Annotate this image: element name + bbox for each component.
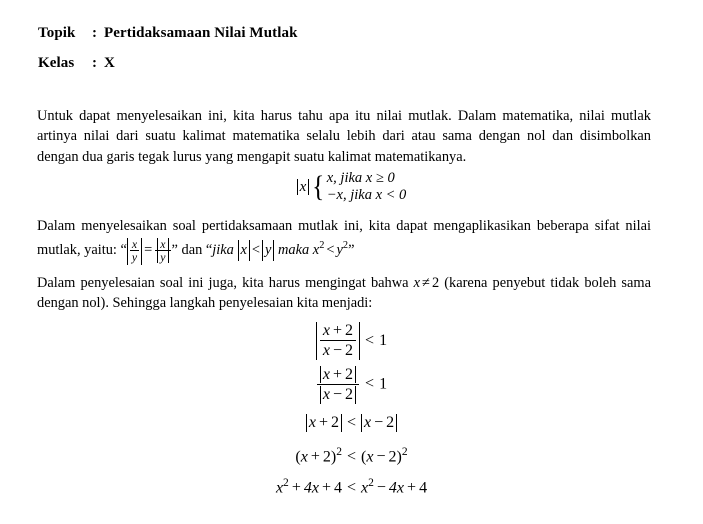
eq1-rhs: 1 (379, 331, 388, 349)
eq1-num-const: 2 (345, 322, 354, 339)
sifat1-lhs-denominator: y (131, 250, 138, 265)
equation-step-1 (0, 322, 703, 360)
eq4-right-paren-close: ) (396, 448, 402, 466)
equation-step-4 (0, 446, 703, 466)
paragraph-definition: Untuk dapat menyelesaikan ini, kita harus tahu apa itu nilai mutlak. Dalam matematika, nilai mutlak artinya nilai dari suatu kalimat matematika selalu lebih dari atau sama dengan nol dan disimbolkan dengan dua garis tegak lurus yang mengapit suatu kalimat matematikanya. (37, 108, 651, 165)
paragraph-constraint (37, 273, 651, 314)
eq3-left-var: x (308, 414, 316, 431)
sifat1-lhs-fraction (130, 238, 139, 263)
class-value: X (104, 55, 115, 71)
sifat1-rhs-den-abs: y (157, 251, 168, 263)
eq4-left-var: x (300, 448, 308, 466)
paragraph-properties (37, 216, 651, 265)
class-label: Kelas (38, 55, 75, 71)
eq3-right-op: − (374, 414, 384, 431)
sifat2-lt-2: < (326, 242, 335, 259)
sifat2-abs-x: x (238, 240, 250, 260)
eq2-num-op: + (333, 366, 343, 383)
eq3-left-op: + (318, 414, 328, 431)
eq1-den-const: 2 (345, 342, 354, 360)
constraint-value: 2 (431, 275, 440, 291)
eq3-right-const: 2 (386, 414, 395, 431)
eq5-left-const: 4 (333, 479, 342, 497)
topic-colon: : (92, 25, 98, 41)
eq2-rhs: 1 (379, 375, 388, 393)
eq3-relation: < (346, 414, 357, 431)
sifat2-y-squared-base: y (336, 242, 343, 259)
sifat1-lhs-numerator: x (131, 237, 138, 252)
eq2-den-abs (320, 386, 356, 403)
eq5-right-exponent: 2 (368, 477, 374, 489)
constraint-variable-x: x (413, 275, 421, 291)
sifat2-jika: jika (212, 242, 234, 259)
properties-text-1: Dalam menyelesaikan soal pertidaksamaan mutlak ini, kita dapat mengaplikasikan beberapa sifat nilai mutlak, yaitu: “ (37, 218, 651, 259)
piecewise-cases (327, 170, 407, 204)
eq1-den-op: − (333, 342, 343, 360)
eq3-right-abs (361, 414, 397, 432)
eq4-right-const: 2 (388, 448, 397, 466)
sifat2-x-squared-base: x (312, 242, 320, 259)
sifat2-lt: < (251, 242, 261, 259)
equation-piecewise (0, 170, 703, 204)
topic-value: Pertidaksamaan Nilai Mutlak (104, 25, 298, 41)
piecewise-lhs-abs: x (297, 179, 310, 196)
equation-step-3 (0, 414, 703, 432)
eq2-relation: < (365, 375, 375, 393)
eq2-den-const: 2 (345, 386, 354, 404)
eq2-denominator (317, 384, 359, 403)
class-line (38, 48, 638, 78)
piecewise-brace-icon: { (312, 170, 325, 204)
constraint-text-1: Dalam penyelesaian soal ini juga, kita harus mengingat bahwa (37, 275, 414, 291)
eq1-fraction (320, 322, 356, 360)
topic-label: Topik (38, 25, 76, 41)
eq2-numerator (317, 366, 359, 384)
sifat2-y-squared-exp: 2 (342, 240, 349, 252)
eq3-right-var: x (364, 414, 372, 431)
eq4-relation: < (346, 448, 357, 466)
eq5-left-term: 4x (303, 479, 319, 497)
sifat1-rhs-denominator (155, 250, 170, 263)
eq5-right-const: 4 (419, 479, 428, 497)
eq5-left-exponent: 2 (283, 477, 289, 489)
eq4-left-op: + (310, 448, 320, 466)
eq4-left-const: 2 (322, 448, 331, 466)
eq5-right-base: x (361, 479, 369, 497)
eq1-outer-abs (316, 322, 360, 360)
eq4-right-paren-open: ( (361, 448, 367, 466)
eq4-left-paren-open: ( (295, 448, 301, 466)
eq5-left-op-2: + (321, 479, 331, 497)
eq2-den-var: x (322, 386, 331, 404)
eq2-den-op: − (333, 386, 343, 404)
eq1-den-var: x (322, 342, 331, 360)
eq4-right-var: x (366, 448, 374, 466)
topic-line (38, 18, 638, 48)
eq1-numerator (320, 322, 356, 340)
sifat1-rhs-num-abs: x (157, 238, 168, 250)
piecewise-case-1: x, jika x ≥ 0 (326, 170, 395, 186)
constraint-text-2: (karena penyebut tidak boleh sama dengan nol). Sehingga langkah penyelesaian kita menjadi: (37, 275, 651, 312)
equation-step-5 (0, 477, 703, 497)
sifat1-lhs-abs (127, 238, 142, 265)
eq1-num-var: x (322, 322, 331, 339)
class-colon: : (92, 55, 98, 71)
eq4-left-paren-close: ) (330, 448, 337, 466)
eq5-relation: < (346, 479, 357, 497)
sifat1-rhs-numerator (155, 238, 170, 250)
sifat1-rhs-fraction (155, 238, 170, 263)
eq2-num-var: x (322, 366, 331, 383)
piecewise-case-2: −x, jika x < 0 (326, 187, 407, 204)
sifat1-equals: = (144, 242, 153, 259)
constraint-not-equal: ≠ (422, 275, 430, 291)
document-header (38, 18, 638, 78)
eq2-num-abs (320, 366, 356, 383)
sifat2-maka: maka (278, 242, 310, 259)
eq2-fraction (317, 366, 359, 404)
eq1-denominator (320, 340, 356, 359)
properties-text-3: ” (348, 242, 355, 259)
eq3-left-const: 2 (330, 414, 339, 431)
properties-text-2: ” dan “ (171, 242, 213, 259)
eq5-right-op-1: − (376, 479, 386, 497)
eq5-left-base: x (275, 479, 284, 497)
sifat2-abs-y: y (262, 240, 274, 260)
eq2-num-const: 2 (345, 366, 354, 383)
eq4-right-op: − (376, 448, 386, 466)
sifat2-x-squared-exp: 2 (319, 240, 325, 252)
piecewise-group (297, 170, 407, 204)
eq3-left-abs (306, 414, 342, 432)
eq1-num-op: + (333, 322, 343, 339)
eq4-right-exponent: 2 (401, 446, 408, 458)
eq4-left-exponent: 2 (336, 446, 342, 458)
eq5-right-term: 4x (388, 479, 405, 497)
eq5-left-op-1: + (291, 479, 301, 497)
equation-step-2 (0, 366, 703, 404)
eq1-relation: < (365, 331, 375, 349)
eq5-right-op-2: + (407, 479, 417, 497)
